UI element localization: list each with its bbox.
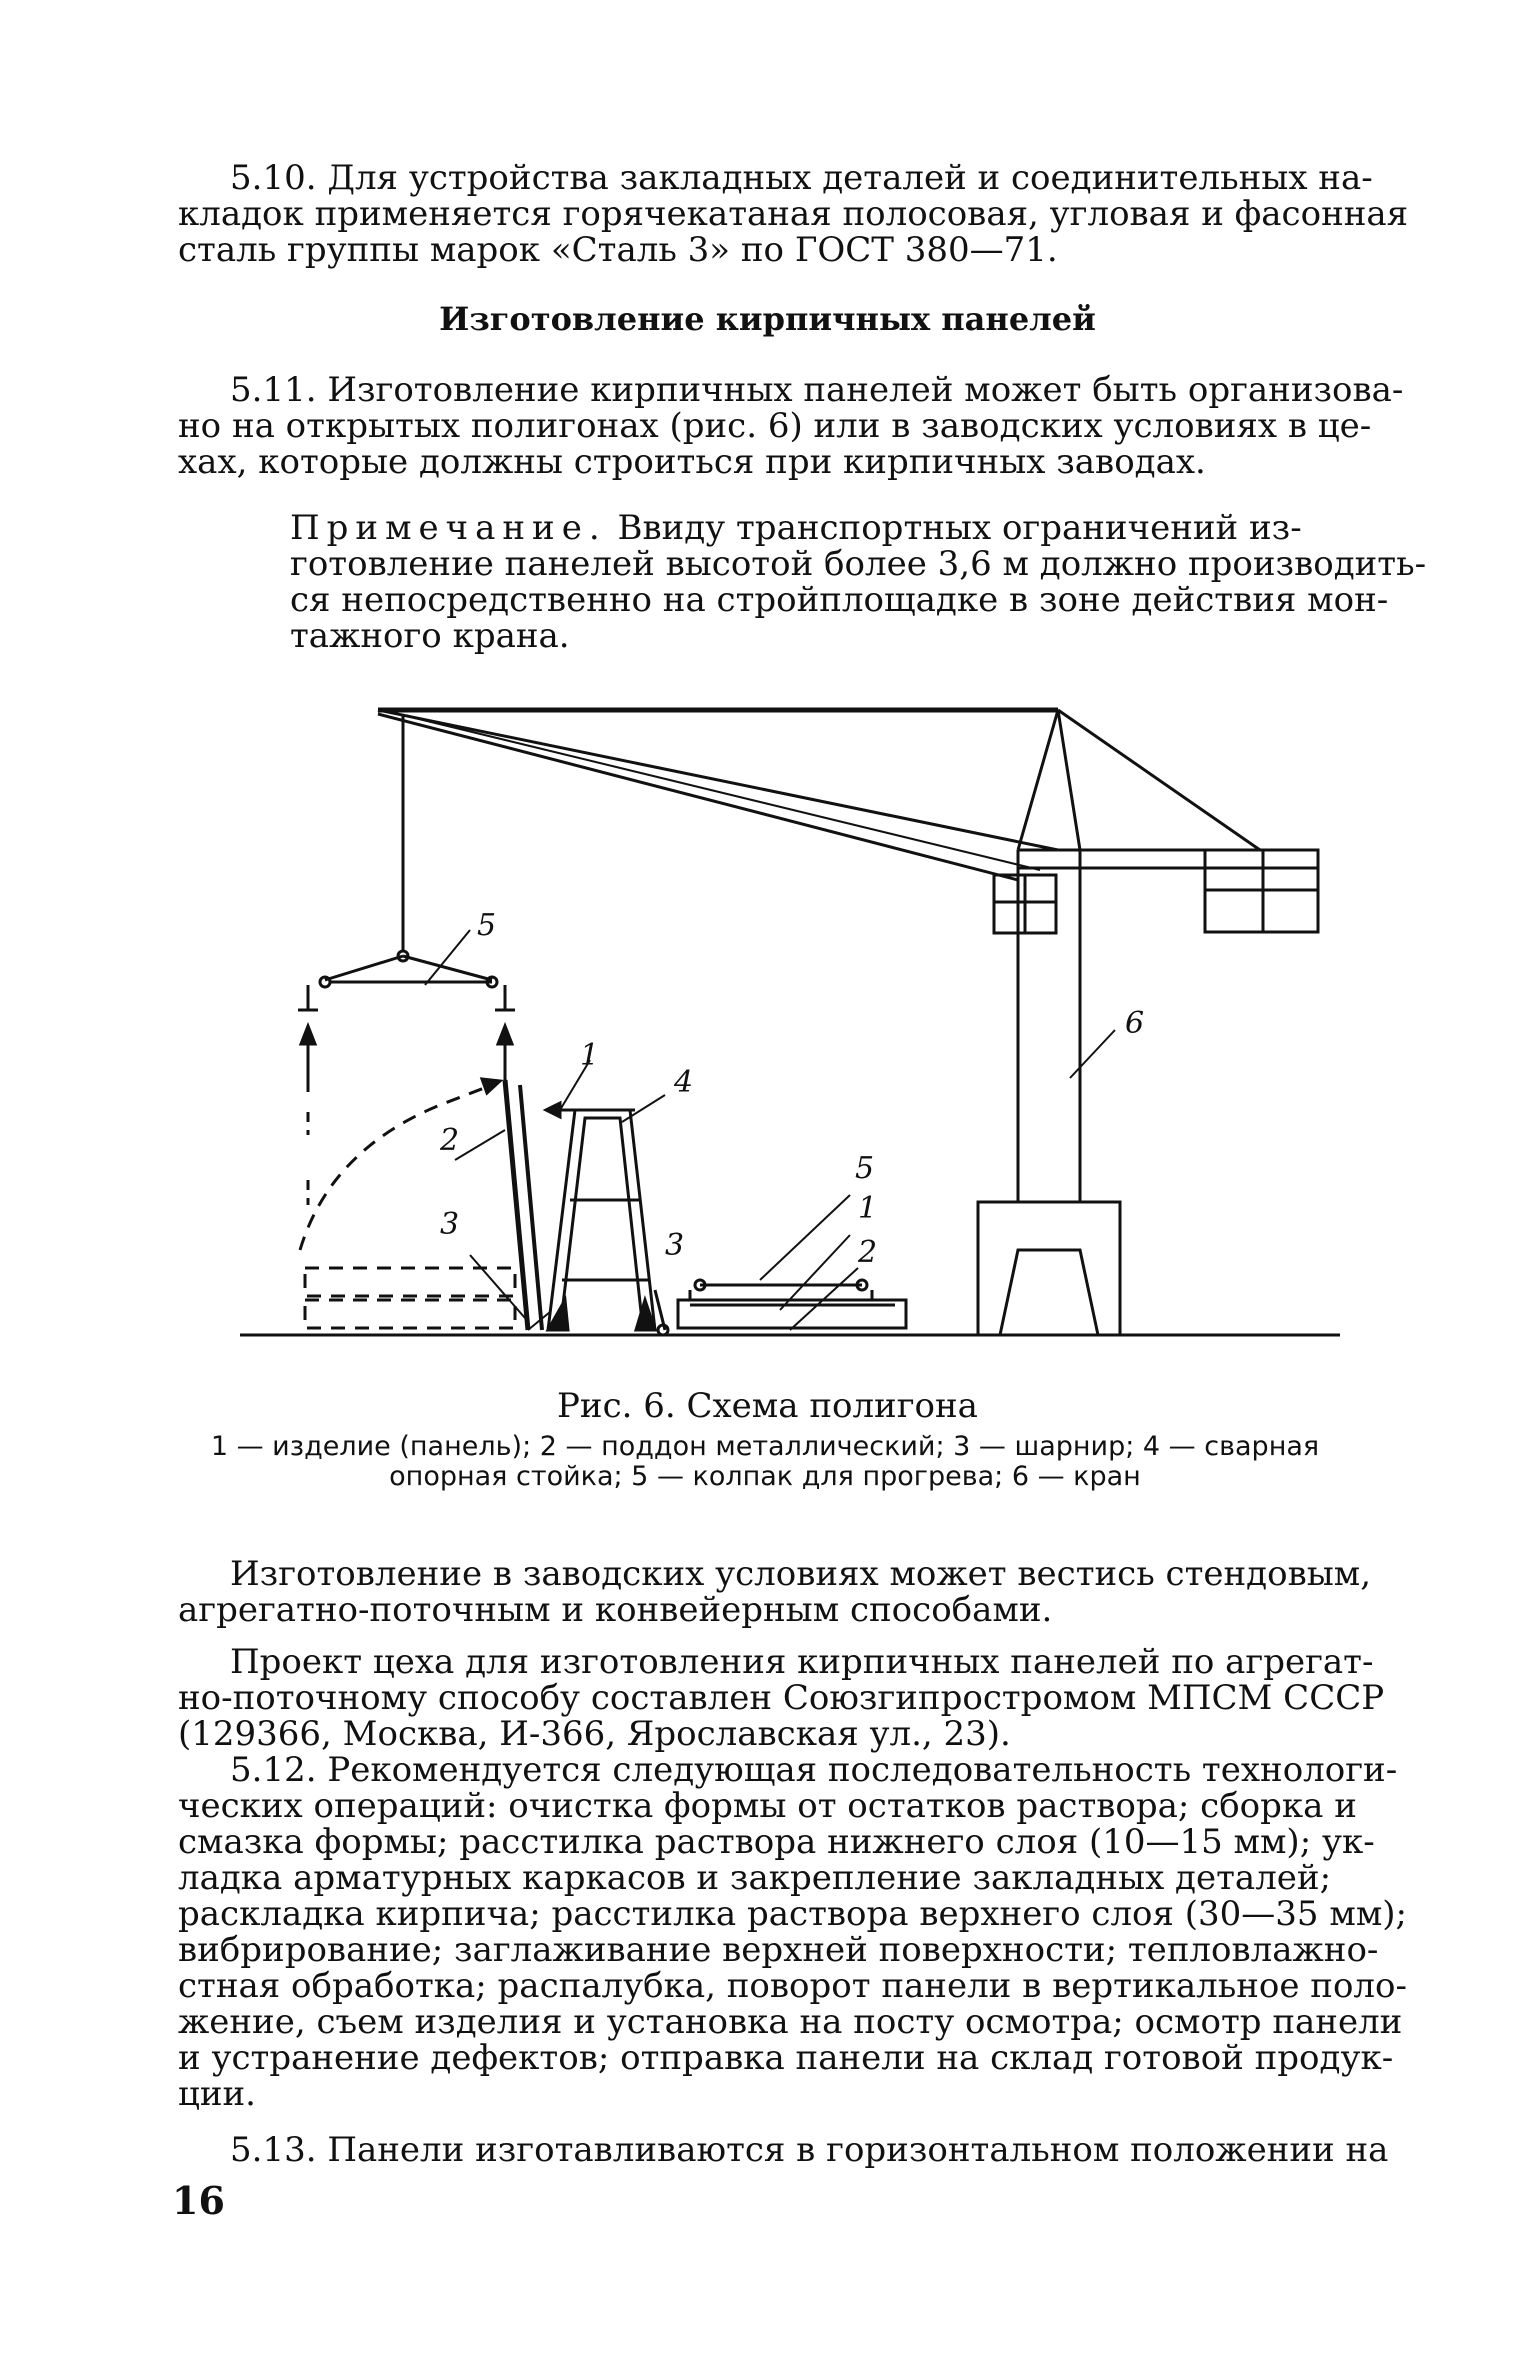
figure-caption: Рис. 6. Схема полигона [557,1386,978,1426]
text-line: 5.13. Панели изготавливаются в горизонтальном положении на [230,2130,1389,2170]
right-hinge [655,1290,668,1335]
text-line: (129366, Москва, И-366, Ярославская ул., 23). [178,1714,1011,1754]
crane-tower [978,850,1120,1335]
legend-line: 1 — изделие (панель); 2 — поддон металлический; 3 — шарнир; 4 — сварная [210,1431,1320,1462]
paragraph-5-13 [178,2130,1389,2170]
tilted-panel [455,1060,600,1330]
text-line: ческих операций: очистка формы от остатков раствора; сборка и [178,1786,1357,1826]
text-line: ладка арматурных каркасов и закрепление закладных деталей; [178,1858,1332,1898]
text-line: кладок применяется горячекатаная полосовая, угловая и фасонная [178,194,1409,234]
text-line: сталь группы марок «Сталь 3» по ГОСТ 380—71. [178,230,1058,270]
paragraph-project [178,1642,1385,1754]
text-line: 5.12. Рекомендуется следующая последовательность технологи- [230,1750,1398,1790]
crane-counterweight [1205,850,1318,932]
label-4: 4 [674,1065,694,1100]
text-line: ся непосредственно на стройплощадке в зоне действия мон- [290,580,1389,620]
label-2-right: 2 [858,1235,878,1270]
text-line: но-поточному способу составлен Союзгипростромом МПСМ СССР [178,1678,1385,1718]
text-line: хах, которые должны строиться при кирпичных заводах. [178,442,1206,482]
text-line: смазка формы; расстилка раствора нижнего слоя (10—15 мм); ук- [178,1822,1375,1862]
section-heading: Изготовление кирпичных панелей [439,300,1096,338]
text-line: Ввиду транспортных ограничений из- [606,508,1302,548]
left-pallet [305,1268,515,1328]
paragraph-factory [178,1554,1372,1630]
text-line: тажного крана. [290,616,570,656]
note-label: Примечание. [290,508,607,548]
text-line: стная обработка; распалубка, поворот панели в вертикальное поло- [178,1966,1407,2006]
text-line: вибрирование; заглаживание верхней поверхности; тепловлажно- [178,1930,1379,1970]
text-line: Изготовление в заводских условиях может вестись стендовым, [230,1554,1372,1594]
label-3-left: 3 [440,1207,460,1242]
page-number: 16 [172,2178,225,2223]
rotation-arc [300,1085,492,1250]
label-6: 6 [1125,1006,1145,1041]
label-5-right: 5 [855,1151,875,1186]
text-line: готовление панелей высотой более 3,6 м должно производить- [290,544,1427,584]
text-line: ции. [178,2074,256,2114]
text-line: 5.10. Для устройства закладных деталей и соединительных на- [230,158,1373,198]
text-line: агрегатно-поточным и конвейерным способами. [178,1590,1053,1630]
lifting-cap [298,716,515,1010]
text-line: Проект цеха для изготовления кирпичных панелей по агрегат- [230,1642,1374,1682]
text-line: 5.11. Изготовление кирпичных панелей может быть организова- [230,370,1404,410]
text-line: раскладка кирпича; расстилка раствора верхнего слоя (30—35 мм); [178,1894,1407,1934]
label-2-left: 2 [440,1123,460,1158]
text-line: жение, съем изделия и установка на посту осмотра; осмотр панели [178,2002,1403,2042]
support-stand [548,1095,665,1330]
paragraph-5-12 [178,1750,1407,2114]
crane-jib [378,710,1318,880]
text-line: но на открытых полигонах (рис. 6) или в заводских условиях в це- [178,406,1372,446]
label-1-stand: 1 [580,1038,600,1073]
legend-line: опорная стойка; 5 — колпак для прогрева; 6 — кран [389,1461,1141,1492]
label-3-right: 3 [665,1228,685,1263]
label-1-right: 1 [858,1191,878,1226]
text-line: и устранение дефектов; отправка панели на склад готовой продук- [178,2038,1394,2078]
figure-legend [180,1432,1350,1492]
label-5-top: 5 [477,908,497,943]
crane-trolley [994,875,1056,933]
